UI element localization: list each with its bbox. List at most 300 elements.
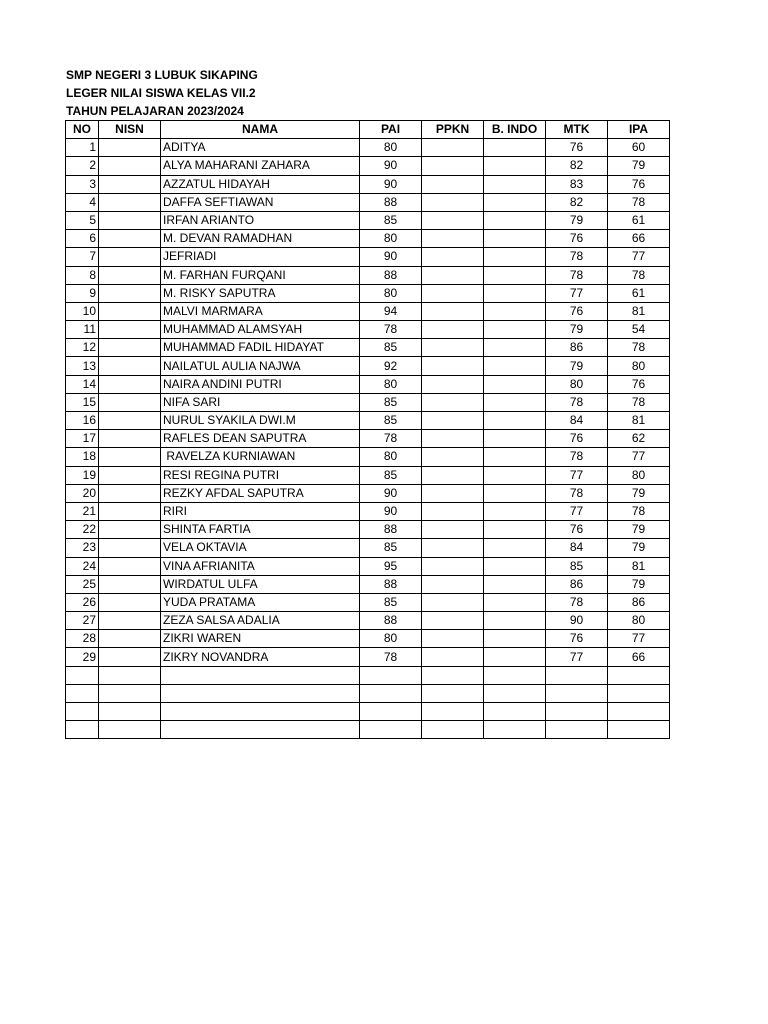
- cell-bindo: [484, 139, 546, 157]
- cell-no: 18: [66, 448, 99, 466]
- cell-no: 7: [66, 248, 99, 266]
- cell-no: 5: [66, 211, 99, 229]
- table-row: [66, 430, 670, 448]
- cell-nama: M. RISKY SAPUTRA: [161, 284, 360, 302]
- cell-nama: VINA AFRIANITA: [161, 557, 360, 575]
- cell-pai: 80: [360, 284, 422, 302]
- table-row: [66, 302, 670, 320]
- cell-ipa: 81: [608, 412, 670, 430]
- cell-ipa: [608, 666, 670, 684]
- cell-nama: M. FARHAN FURQANI: [161, 266, 360, 284]
- cell-no: 19: [66, 466, 99, 484]
- cell-nisn: [99, 430, 161, 448]
- cell-ppkn: [422, 575, 484, 593]
- cell-nama: ZIKRY NOVANDRA: [161, 648, 360, 666]
- cell-ipa: 79: [608, 539, 670, 557]
- cell-bindo: [484, 375, 546, 393]
- cell-nisn: [99, 357, 161, 375]
- cell-ppkn: [422, 502, 484, 520]
- cell-nama: MUHAMMAD FADIL HIDAYAT: [161, 339, 360, 357]
- column-header-pai: PAI: [360, 121, 422, 139]
- cell-nisn: [99, 648, 161, 666]
- cell-nama: AZZATUL HIDAYAH: [161, 175, 360, 193]
- table-row: [66, 648, 670, 666]
- cell-mtk: 79: [546, 211, 608, 229]
- cell-ipa: 66: [608, 230, 670, 248]
- table-body: [66, 139, 670, 739]
- cell-ipa: 80: [608, 612, 670, 630]
- cell-ppkn: [422, 157, 484, 175]
- cell-bindo: [484, 430, 546, 448]
- cell-nama: VELA OKTAVIA: [161, 539, 360, 557]
- cell-ppkn: [422, 193, 484, 211]
- cell-pai: 85: [360, 393, 422, 411]
- cell-nisn: [99, 521, 161, 539]
- cell-ppkn: [422, 230, 484, 248]
- cell-ipa: 78: [608, 193, 670, 211]
- cell-ipa: 79: [608, 157, 670, 175]
- cell-ppkn: [422, 630, 484, 648]
- column-header-ppkn: PPKN: [422, 121, 484, 139]
- cell-no: 1: [66, 139, 99, 157]
- cell-nisn: [99, 302, 161, 320]
- cell-ipa: 86: [608, 593, 670, 611]
- cell-pai: 88: [360, 612, 422, 630]
- cell-no: 22: [66, 521, 99, 539]
- cell-bindo: [484, 284, 546, 302]
- cell-ipa: 77: [608, 248, 670, 266]
- cell-ppkn: [422, 721, 484, 739]
- cell-ipa: 61: [608, 211, 670, 229]
- table-row: [66, 466, 670, 484]
- cell-bindo: [484, 721, 546, 739]
- cell-ppkn: [422, 139, 484, 157]
- cell-pai: 88: [360, 521, 422, 539]
- cell-bindo: [484, 521, 546, 539]
- cell-nama: MALVI MARMARA: [161, 302, 360, 320]
- cell-bindo: [484, 612, 546, 630]
- cell-pai: 95: [360, 557, 422, 575]
- table-row: [66, 393, 670, 411]
- cell-ipa: 76: [608, 175, 670, 193]
- cell-bindo: [484, 448, 546, 466]
- cell-nama: ALYA MAHARANI ZAHARA: [161, 157, 360, 175]
- cell-bindo: [484, 248, 546, 266]
- cell-mtk: 78: [546, 266, 608, 284]
- cell-bindo: [484, 211, 546, 229]
- cell-no: 25: [66, 575, 99, 593]
- cell-nisn: [99, 666, 161, 684]
- table-row: [66, 412, 670, 430]
- table-row: [66, 230, 670, 248]
- table-row: [66, 284, 670, 302]
- cell-nama: ADITYA: [161, 139, 360, 157]
- cell-nisn: [99, 448, 161, 466]
- cell-mtk: 76: [546, 139, 608, 157]
- cell-mtk: 83: [546, 175, 608, 193]
- cell-pai: [360, 703, 422, 721]
- cell-pai: 90: [360, 248, 422, 266]
- cell-mtk: 77: [546, 502, 608, 520]
- cell-no: [66, 721, 99, 739]
- cell-ppkn: [422, 339, 484, 357]
- cell-nisn: [99, 321, 161, 339]
- cell-ppkn: [422, 612, 484, 630]
- cell-ipa: 60: [608, 139, 670, 157]
- cell-nisn: [99, 139, 161, 157]
- cell-nama: NURUL SYAKILA DWI.M: [161, 412, 360, 430]
- cell-ppkn: [422, 211, 484, 229]
- cell-nama: ZIKRI WAREN: [161, 630, 360, 648]
- cell-ppkn: [422, 357, 484, 375]
- cell-ipa: 81: [608, 302, 670, 320]
- cell-nisn: [99, 284, 161, 302]
- cell-nisn: [99, 230, 161, 248]
- cell-mtk: 86: [546, 575, 608, 593]
- cell-ipa: 78: [608, 502, 670, 520]
- cell-no: 13: [66, 357, 99, 375]
- cell-no: 21: [66, 502, 99, 520]
- cell-no: 16: [66, 412, 99, 430]
- grades-table: [65, 120, 670, 739]
- cell-nisn: [99, 630, 161, 648]
- cell-ipa: [608, 703, 670, 721]
- cell-bindo: [484, 502, 546, 520]
- cell-ipa: 77: [608, 448, 670, 466]
- cell-ipa: 62: [608, 430, 670, 448]
- cell-mtk: 76: [546, 630, 608, 648]
- cell-bindo: [484, 666, 546, 684]
- cell-no: 26: [66, 593, 99, 611]
- cell-ppkn: [422, 666, 484, 684]
- cell-mtk: 77: [546, 648, 608, 666]
- column-header-ipa: IPA: [608, 121, 670, 139]
- cell-bindo: [484, 357, 546, 375]
- cell-no: 29: [66, 648, 99, 666]
- cell-pai: 80: [360, 630, 422, 648]
- cell-ppkn: [422, 448, 484, 466]
- cell-mtk: 78: [546, 484, 608, 502]
- cell-ppkn: [422, 648, 484, 666]
- cell-no: 28: [66, 630, 99, 648]
- cell-ipa: [608, 684, 670, 702]
- cell-nama: M. DEVAN RAMADHAN: [161, 230, 360, 248]
- cell-nama: MUHAMMAD ALAMSYAH: [161, 321, 360, 339]
- cell-pai: 88: [360, 193, 422, 211]
- table-row: [66, 211, 670, 229]
- cell-pai: 94: [360, 302, 422, 320]
- cell-ipa: 77: [608, 630, 670, 648]
- column-header-bindo: B. INDO: [484, 121, 546, 139]
- cell-mtk: 82: [546, 157, 608, 175]
- cell-nama: ZEZA SALSA ADALIA: [161, 612, 360, 630]
- table-row: [66, 557, 670, 575]
- cell-mtk: 79: [546, 321, 608, 339]
- cell-nisn: [99, 684, 161, 702]
- cell-pai: 90: [360, 502, 422, 520]
- cell-nama: NAILATUL AULIA NAJWA: [161, 357, 360, 375]
- cell-ppkn: [422, 412, 484, 430]
- column-header-mtk: MTK: [546, 121, 608, 139]
- cell-pai: 88: [360, 575, 422, 593]
- cell-nisn: [99, 211, 161, 229]
- cell-pai: 85: [360, 539, 422, 557]
- table-row: [66, 721, 670, 739]
- table-row: [66, 521, 670, 539]
- cell-no: 12: [66, 339, 99, 357]
- cell-nama: DAFFA SEFTIAWAN: [161, 193, 360, 211]
- cell-mtk: 76: [546, 521, 608, 539]
- column-header-nisn: NISN: [99, 121, 161, 139]
- cell-pai: 88: [360, 266, 422, 284]
- cell-nama: YUDA PRATAMA: [161, 593, 360, 611]
- cell-pai: [360, 684, 422, 702]
- cell-mtk: 76: [546, 230, 608, 248]
- cell-pai: 90: [360, 175, 422, 193]
- table-row: [66, 539, 670, 557]
- cell-nisn: [99, 557, 161, 575]
- cell-nisn: [99, 375, 161, 393]
- cell-nisn: [99, 484, 161, 502]
- cell-ppkn: [422, 539, 484, 557]
- cell-ipa: 66: [608, 648, 670, 666]
- cell-nama: WIRDATUL ULFA: [161, 575, 360, 593]
- cell-ipa: 76: [608, 375, 670, 393]
- cell-bindo: [484, 557, 546, 575]
- cell-bindo: [484, 575, 546, 593]
- cell-ipa: 78: [608, 339, 670, 357]
- cell-bindo: [484, 321, 546, 339]
- table-row: [66, 593, 670, 611]
- cell-nama: REZKY AFDAL SAPUTRA: [161, 484, 360, 502]
- cell-mtk: 84: [546, 539, 608, 557]
- cell-mtk: [546, 684, 608, 702]
- cell-no: 6: [66, 230, 99, 248]
- cell-no: 10: [66, 302, 99, 320]
- cell-nama: [161, 666, 360, 684]
- cell-mtk: 78: [546, 248, 608, 266]
- table-row: [66, 193, 670, 211]
- cell-pai: 80: [360, 230, 422, 248]
- cell-bindo: [484, 339, 546, 357]
- cell-pai: 85: [360, 412, 422, 430]
- cell-mtk: 78: [546, 393, 608, 411]
- cell-mtk: 78: [546, 593, 608, 611]
- table-row: [66, 484, 670, 502]
- cell-ppkn: [422, 557, 484, 575]
- cell-no: 9: [66, 284, 99, 302]
- cell-ppkn: [422, 484, 484, 502]
- cell-pai: 80: [360, 139, 422, 157]
- cell-no: 15: [66, 393, 99, 411]
- cell-mtk: 84: [546, 412, 608, 430]
- cell-nama: RIRI: [161, 502, 360, 520]
- table-row: [66, 630, 670, 648]
- cell-pai: 78: [360, 430, 422, 448]
- cell-nama: [161, 684, 360, 702]
- cell-nisn: [99, 612, 161, 630]
- cell-no: 20: [66, 484, 99, 502]
- cell-nisn: [99, 193, 161, 211]
- table-row: [66, 612, 670, 630]
- table-row: [66, 666, 670, 684]
- cell-ppkn: [422, 593, 484, 611]
- column-header-nama: NAMA: [161, 121, 360, 139]
- cell-mtk: 86: [546, 339, 608, 357]
- cell-no: 4: [66, 193, 99, 211]
- cell-bindo: [484, 393, 546, 411]
- cell-bindo: [484, 593, 546, 611]
- cell-ipa: 80: [608, 357, 670, 375]
- table-row: [66, 502, 670, 520]
- cell-no: [66, 684, 99, 702]
- cell-pai: 80: [360, 448, 422, 466]
- cell-mtk: 77: [546, 466, 608, 484]
- cell-bindo: [484, 484, 546, 502]
- cell-mtk: 77: [546, 284, 608, 302]
- cell-no: 8: [66, 266, 99, 284]
- cell-bindo: [484, 193, 546, 211]
- table-row: [66, 139, 670, 157]
- cell-bindo: [484, 648, 546, 666]
- cell-mtk: [546, 666, 608, 684]
- cell-no: 24: [66, 557, 99, 575]
- cell-ipa: [608, 721, 670, 739]
- cell-ppkn: [422, 266, 484, 284]
- cell-pai: 90: [360, 157, 422, 175]
- table-row: [66, 357, 670, 375]
- cell-mtk: [546, 721, 608, 739]
- cell-pai: 85: [360, 593, 422, 611]
- academic-year: TAHUN PELAJARAN 2023/2024: [66, 104, 244, 118]
- table-row: [66, 266, 670, 284]
- cell-bindo: [484, 630, 546, 648]
- cell-nisn: [99, 157, 161, 175]
- cell-pai: [360, 666, 422, 684]
- cell-ppkn: [422, 430, 484, 448]
- cell-nisn: [99, 721, 161, 739]
- cell-bindo: [484, 230, 546, 248]
- cell-mtk: [546, 703, 608, 721]
- cell-no: 14: [66, 375, 99, 393]
- cell-bindo: [484, 539, 546, 557]
- cell-pai: 78: [360, 648, 422, 666]
- cell-ipa: 80: [608, 466, 670, 484]
- cell-nisn: [99, 266, 161, 284]
- cell-ppkn: [422, 302, 484, 320]
- cell-nisn: [99, 412, 161, 430]
- cell-ipa: 61: [608, 284, 670, 302]
- cell-nisn: [99, 703, 161, 721]
- table-row: [66, 339, 670, 357]
- cell-nama: RAVELZA KURNIAWAN: [161, 448, 360, 466]
- cell-nama: SHINTA FARTIA: [161, 521, 360, 539]
- cell-no: 3: [66, 175, 99, 193]
- cell-pai: 85: [360, 211, 422, 229]
- document-title: LEGER NILAI SISWA KELAS VII.2: [66, 86, 256, 100]
- document-header: [66, 66, 258, 120]
- cell-no: 2: [66, 157, 99, 175]
- cell-nisn: [99, 175, 161, 193]
- cell-bindo: [484, 466, 546, 484]
- cell-ppkn: [422, 248, 484, 266]
- cell-ipa: 79: [608, 575, 670, 593]
- cell-mtk: 76: [546, 430, 608, 448]
- table-row: [66, 703, 670, 721]
- table-row: [66, 157, 670, 175]
- cell-no: 17: [66, 430, 99, 448]
- cell-nisn: [99, 393, 161, 411]
- cell-ppkn: [422, 466, 484, 484]
- cell-ppkn: [422, 684, 484, 702]
- cell-bindo: [484, 412, 546, 430]
- cell-bindo: [484, 302, 546, 320]
- cell-nama: IRFAN ARIANTO: [161, 211, 360, 229]
- cell-no: [66, 703, 99, 721]
- cell-mtk: 78: [546, 448, 608, 466]
- cell-ppkn: [422, 393, 484, 411]
- table-row: [66, 684, 670, 702]
- cell-ppkn: [422, 321, 484, 339]
- cell-nama: JEFRIADI: [161, 248, 360, 266]
- cell-ipa: 78: [608, 266, 670, 284]
- school-name: SMP NEGERI 3 LUBUK SIKAPING: [66, 68, 258, 82]
- cell-nisn: [99, 502, 161, 520]
- cell-mtk: 80: [546, 375, 608, 393]
- cell-no: 27: [66, 612, 99, 630]
- cell-ppkn: [422, 375, 484, 393]
- cell-nisn: [99, 539, 161, 557]
- cell-nama: [161, 721, 360, 739]
- cell-nama: [161, 703, 360, 721]
- cell-ipa: 81: [608, 557, 670, 575]
- column-header-no: NO: [66, 121, 99, 139]
- cell-bindo: [484, 703, 546, 721]
- cell-no: 23: [66, 539, 99, 557]
- cell-nama: RESI REGINA PUTRI: [161, 466, 360, 484]
- cell-nama: RAFLES DEAN SAPUTRA: [161, 430, 360, 448]
- cell-pai: 92: [360, 357, 422, 375]
- cell-mtk: 76: [546, 302, 608, 320]
- cell-bindo: [484, 175, 546, 193]
- cell-nisn: [99, 575, 161, 593]
- cell-bindo: [484, 684, 546, 702]
- cell-ipa: 54: [608, 321, 670, 339]
- cell-nama: NIFA SARI: [161, 393, 360, 411]
- cell-nisn: [99, 466, 161, 484]
- table-row: [66, 375, 670, 393]
- cell-ppkn: [422, 175, 484, 193]
- cell-pai: 85: [360, 466, 422, 484]
- cell-mtk: 82: [546, 193, 608, 211]
- table-row: [66, 175, 670, 193]
- cell-mtk: 85: [546, 557, 608, 575]
- cell-ipa: 78: [608, 393, 670, 411]
- table-row: [66, 575, 670, 593]
- cell-nama: NAIRA ANDINI PUTRI: [161, 375, 360, 393]
- cell-no: 11: [66, 321, 99, 339]
- table-row: [66, 448, 670, 466]
- cell-ppkn: [422, 703, 484, 721]
- table-row: [66, 321, 670, 339]
- cell-nisn: [99, 593, 161, 611]
- cell-ppkn: [422, 284, 484, 302]
- cell-pai: 85: [360, 339, 422, 357]
- cell-pai: [360, 721, 422, 739]
- table-header-row: [66, 121, 670, 139]
- cell-no: [66, 666, 99, 684]
- cell-ipa: 79: [608, 521, 670, 539]
